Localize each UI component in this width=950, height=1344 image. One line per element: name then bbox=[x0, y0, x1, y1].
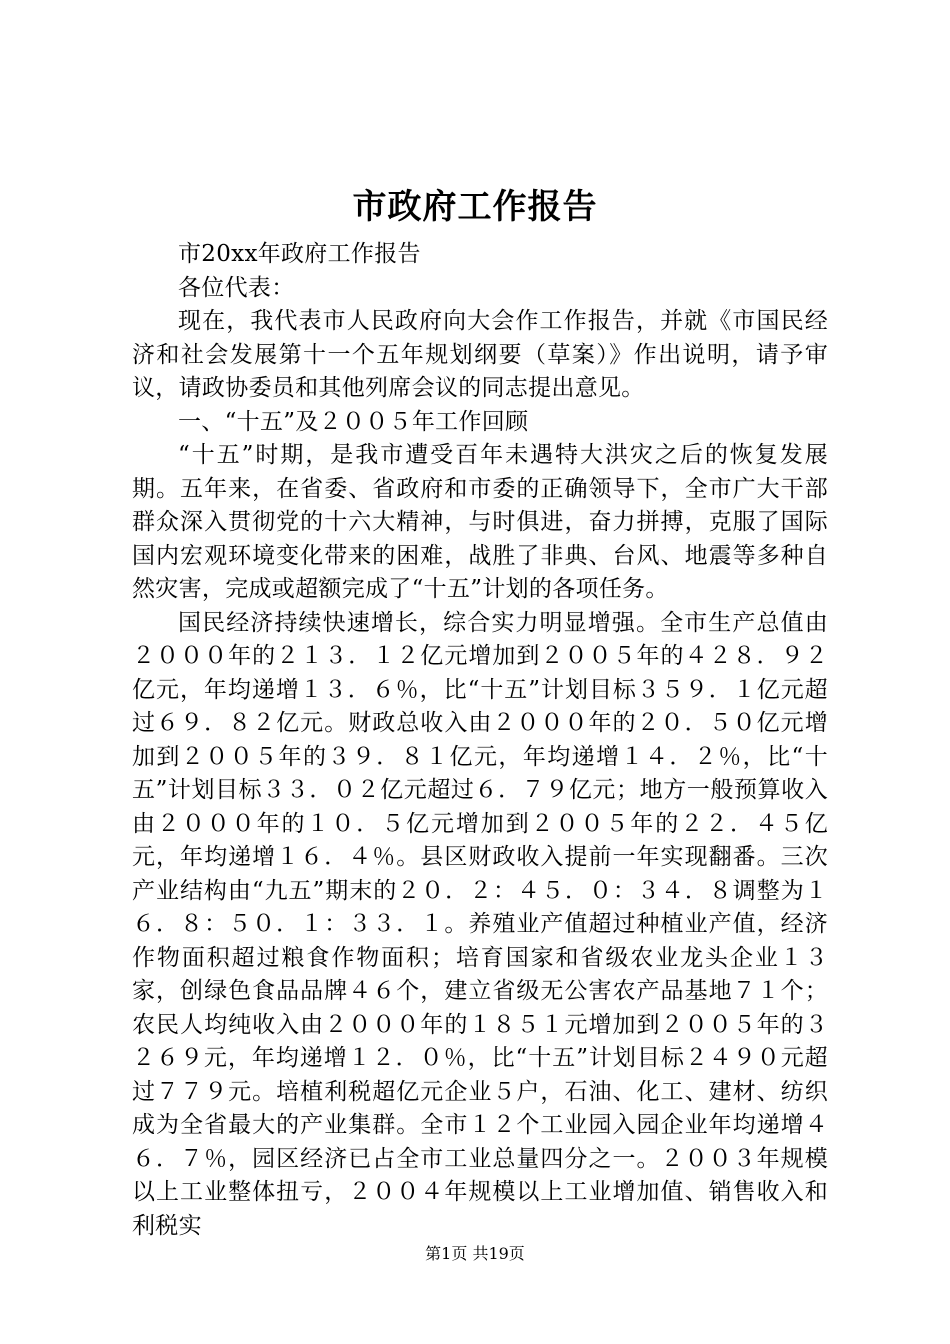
document-body bbox=[132, 238, 828, 1243]
review-paragraph: “十五”时期，是我市遭受百年未遇特大洪灾之后的恢复发展期。五年来，在省委、省政府和市委的正确领导下，全市广大干部群众深入贯彻党的十六大精神，与时俱进，奋力拼搏，克服了国际国内宏观环境变化带来的困难，战胜了非典、台风、地震等多种自然灾害，完成或超额完成了“十五”计划的各项任务。 bbox=[132, 442, 828, 602]
document-title: 市政府工作报告 bbox=[352, 187, 598, 227]
report-subtitle: 市20xx年政府工作报告 bbox=[178, 241, 421, 267]
salutation: 各位代表： bbox=[178, 274, 295, 301]
section-heading: 一、“十五”及２００５年工作回顾 bbox=[178, 408, 529, 435]
intro-paragraph: 现在，我代表市人民政府向大会作工作报告，并就《市国民经济和社会发展第十一个五年规划纲要（草案）》作出说明，请予审议，请政协委员和其他列席会议的同志提出意见。 bbox=[132, 308, 828, 401]
economy-paragraph: 国民经济持续快速增长，综合实力明显增强。全市生产总值由２０００年的２１３．１２亿元增加到２００５年的４２８．９２亿元，年均递增１３．６％，比“十五”计划目标３５９．１亿元超过６９．８２亿元。财政总收入由２０００年的２０．５０亿元增加到２００５年的３９．８１亿元，年均递增１４．２％，比“十五”计划目标３３．０２亿元超过６．７９亿元；地方一般预算收入由２０００年的１０．５亿元增加到２００５年的２２．４５亿元，年均递增１６．４％。县区财政收入提前一年实现翻番。三次产业结构由“九五”期末的２０．２：４５．０：３４．８调整为１６．８：５０．１：３３．１。养殖业产值超过种植业产值，经济作物面积超过粮食作物面积；培育国家和省级农业龙头企业１３家，创绿色食品品牌４６个，建立省级无公害农产品基地７１个；农民人均纯收入由２０００年的１８５１元增加到２００５年的３２６９元，年均递增１２．０％，比“十五”计划目标２４９０元超过７７９元。培植利税超亿元企业５户，石油、化工、建材、纺织成为全省最大的产业集群。全市１２个工业园入园企业年均递增４６．７％，园区经济已占全市工业总量四分之一。２００３年规模以上工业整体扭亏，２００４年规模以上工业增加值、销售收入和利税实 bbox=[132, 609, 828, 1239]
page-footer: 第1页 共19页 bbox=[425, 1244, 525, 1263]
